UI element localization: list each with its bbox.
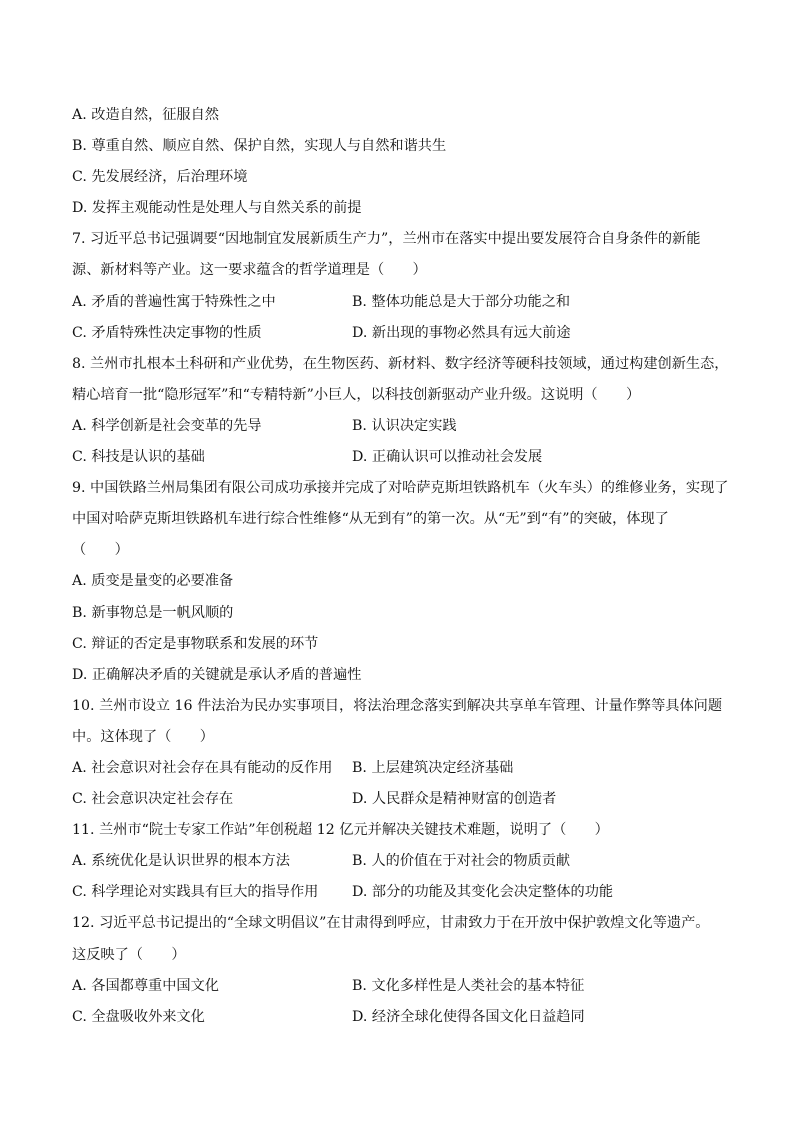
q11-stem-line1: 11. 兰州市“院士专家工作站”年创税超 12 亿元并解决关键技术难题，说明了（ ） xyxy=(72,822,609,839)
q8-stem-line1: 8. 兰州市扎根本土科研和产业优势，在生物医药、新材料、数字经济等硬科技领域，通过构建创新生态， xyxy=(72,355,729,372)
q8-options-row2 xyxy=(72,442,722,473)
q7-option-d: D. 新出现的事物必然具有远大前途 xyxy=(352,324,571,341)
q7-option-a: A. 矛盾的普遍性寓于特殊性之中 xyxy=(72,293,276,310)
q10-options-row2 xyxy=(72,784,722,815)
q8-options-row1 xyxy=(72,411,722,442)
q11-options-row1 xyxy=(72,846,722,877)
q8-option-d: D. 正确认识可以推动社会发展 xyxy=(352,449,543,466)
q12-options-row1 xyxy=(72,971,722,1002)
q9-stem-line2: 中国对哈萨克斯坦铁路机车进行综合性维修“从无到有”的第一次。从“无”到“有”的突破，体现了 xyxy=(72,511,669,528)
q8-option-c: C. 科技是认识的基础 xyxy=(72,449,205,466)
q10-option-c: C. 社会意识决定社会存在 xyxy=(72,791,234,808)
q12-stem-line2: 这反映了（ ） xyxy=(72,946,186,963)
q11-option-b: B. 人的价值在于对社会的物质贡献 xyxy=(352,853,571,870)
q10-stem-line2: 中。这体现了（ ） xyxy=(72,728,214,745)
q11-options-row2 xyxy=(72,877,722,908)
q6-option-b: B. 尊重自然、顺应自然、保护自然，实现人与自然和谐共生 xyxy=(72,138,447,155)
q9-option-d: D. 正确解决矛盾的关键就是承认矛盾的普遍性 xyxy=(72,666,362,683)
exam-page xyxy=(72,100,729,1033)
q11-option-d: D. 部分的功能及其变化会决定整体的功能 xyxy=(352,884,614,901)
q10-option-b: B. 上层建筑决定经济基础 xyxy=(352,759,514,776)
q7-option-b: B. 整体功能总是大于部分功能之和 xyxy=(352,293,571,310)
q12-option-c: C. 全盘吸收外来文化 xyxy=(72,1008,205,1025)
q12-option-b: B. 文化多样性是人类社会的基本特征 xyxy=(352,977,585,994)
q6-option-c: C. 先发展经济，后治理环境 xyxy=(72,169,248,186)
q7-options-row1 xyxy=(72,287,722,318)
q9-option-b: B. 新事物总是一帆风顺的 xyxy=(72,604,234,621)
q6-option-d: D. 发挥主观能动性是处理人与自然关系的前提 xyxy=(72,200,362,217)
q12-options-row2 xyxy=(72,1002,722,1033)
q11-option-c: C. 科学理论对实践具有巨大的指导作用 xyxy=(72,884,319,901)
q9-option-c: C. 辩证的否定是事物联系和发展的环节 xyxy=(72,635,319,652)
q10-option-d: D. 人民群众是精神财富的创造者 xyxy=(352,791,557,808)
q11-option-a: A. 系统优化是认识世界的根本方法 xyxy=(72,853,290,870)
q7-stem-line2: 源、新材料等产业。这一要求蕴含的哲学道理是（ ） xyxy=(72,262,427,279)
q7-option-c: C. 矛盾特殊性决定事物的性质 xyxy=(72,324,262,341)
q10-option-a: A. 社会意识对社会存在具有能动的反作用 xyxy=(72,759,333,776)
q10-options-row1 xyxy=(72,753,722,784)
q7-stem-line1: 7. 习近平总书记强调要“因地制宜发展新质生产力”，兰州市在落实中提出要发展符合自身条件的新能 xyxy=(72,231,701,248)
q8-option-a: A. 科学创新是社会变革的先导 xyxy=(72,417,262,434)
q9-option-a: A. 质变是量变的必要准备 xyxy=(72,573,234,590)
q12-option-d: D. 经济全球化使得各国文化日益趋同 xyxy=(352,1008,585,1025)
q8-stem-line2: 精心培育一批“隐形冠军”和“专精特新”小巨人，以科技创新驱动产业升级。这说明（ ） xyxy=(72,386,641,403)
q12-option-a: A. 各国都尊重中国文化 xyxy=(72,977,219,994)
q6-option-a: A. 改造自然，征服自然 xyxy=(72,107,219,123)
q9-stem-line1: 9. 中国铁路兰州局集团有限公司成功承接并完成了对哈萨克斯坦铁路机车（火车头）的维修业务，实现了 xyxy=(72,480,729,497)
q12-stem-line1: 12. 习近平总书记提出的“全球文明倡议”在甘肃得到呼应，甘肃致力于在开放中保护敦煌文化等遗产。 xyxy=(72,915,710,932)
q9-stem-line3: （ ） xyxy=(72,542,129,559)
q7-options-row2 xyxy=(72,318,722,349)
q8-option-b: B. 认识决定实践 xyxy=(352,417,457,434)
q10-stem-line1: 10. 兰州市设立 16 件法治为民办实事项目，将法治理念落实到解决共享单车管理、计量作弊等具体问题 xyxy=(72,697,723,714)
